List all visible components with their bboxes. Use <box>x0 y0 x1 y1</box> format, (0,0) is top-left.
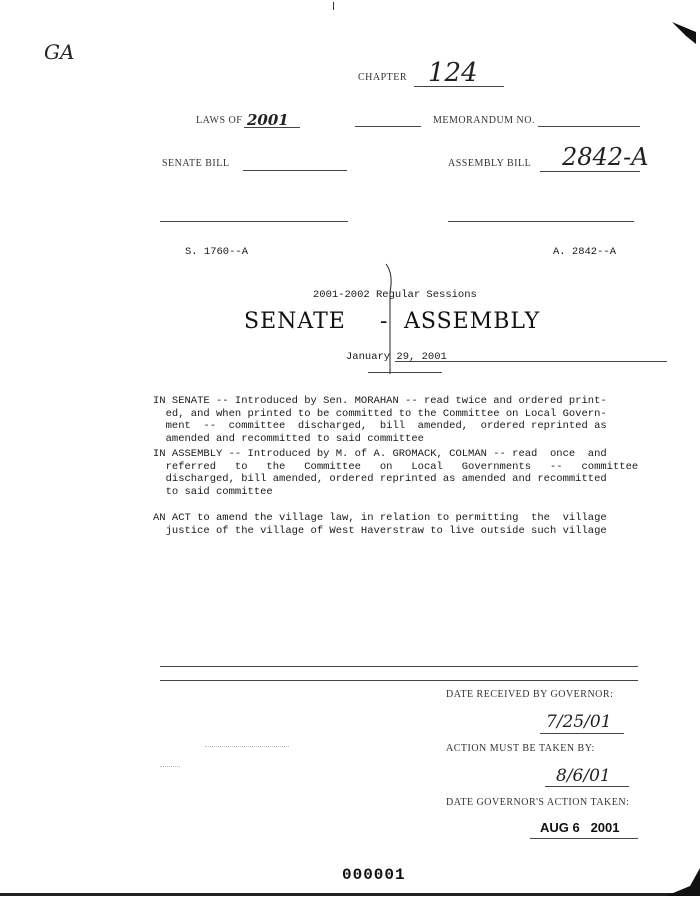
act-text-line: AN ACT to amend the village law, in relation to permitting the village <box>153 512 607 524</box>
scan-edge-bottom <box>0 893 700 896</box>
assembly-intro-line: to said committee <box>153 485 273 498</box>
assembly-bill-line <box>540 171 640 172</box>
taken-line <box>530 838 638 839</box>
title-senate: SENATE <box>244 309 346 334</box>
senate-intro-line: amended and recommitted to said committee <box>153 432 424 445</box>
laws-year: 2001 <box>247 111 289 129</box>
received-line <box>540 733 624 734</box>
assembly-intro <box>153 448 638 498</box>
action-value: 8/6/01 <box>556 766 611 786</box>
act-text <box>153 512 607 537</box>
divider-1 <box>160 666 638 667</box>
memorandum-line <box>538 126 640 127</box>
title-assembly: ASSEMBLY <box>404 309 541 334</box>
laws-label: LAWS OF <box>196 115 243 126</box>
date-line: January 29, 2001 <box>346 351 447 363</box>
session-line: 2001-2002 Regular Sessions <box>313 289 477 301</box>
action-label: ACTION MUST BE TAKEN BY: <box>446 743 595 754</box>
taken-label: DATE GOVERNOR'S ACTION TAKEN: <box>446 797 630 808</box>
scan-noise <box>160 766 180 767</box>
blank-line-1 <box>355 126 421 127</box>
chapter-line <box>414 86 504 87</box>
assembly-bill-number: A. 2842--A <box>553 246 617 258</box>
chapter-label: CHAPTER <box>358 72 408 83</box>
corner-mark-bottom <box>666 868 700 896</box>
senate-bill-line <box>243 170 347 171</box>
assembly-bill-value: 2842-A <box>562 143 649 171</box>
assembly-intro-line: referred to the Committee on Local Governments -- committee <box>153 460 639 473</box>
divider-2 <box>160 680 638 681</box>
page-number: 000001 <box>342 866 406 884</box>
blank-line-right <box>448 221 634 222</box>
memorandum-label: MEMORANDUM NO. <box>433 115 536 126</box>
act-text-line: justice of the village of West Haverstraw to live outside such village <box>153 524 607 537</box>
chapter-value: 124 <box>428 58 478 88</box>
taken-value-stamp: AUG 6 2001 <box>540 820 620 835</box>
date-rule <box>395 361 667 362</box>
laws-line <box>244 127 300 128</box>
assembly-bill-label: ASSEMBLY BILL <box>448 158 532 169</box>
senate-intro-line: ment -- committee discharged, bill amended, ordered reprinted as <box>153 420 607 432</box>
senate-intro <box>153 395 607 445</box>
assembly-intro-line: IN ASSEMBLY -- Introduced by M. of A. GROMACK, COLMAN -- read once and <box>153 448 607 460</box>
assembly-intro-line: discharged, bill amended, ordered reprinted as amended and recommitted <box>153 473 607 485</box>
title-dash: - <box>380 309 389 334</box>
date-underline <box>368 372 442 373</box>
corner-mark-top <box>672 14 696 44</box>
senate-bill-number: S. 1760--A <box>185 246 249 258</box>
action-line <box>545 786 629 787</box>
received-label: DATE RECEIVED BY GOVERNOR: <box>446 689 614 700</box>
scan-noise <box>205 746 289 747</box>
received-value: 7/25/01 <box>546 712 612 732</box>
blank-line-left <box>160 221 348 222</box>
senate-intro-line: ed, and when printed to be committed to the Committee on Local Govern- <box>153 407 607 420</box>
scan-tick <box>333 2 334 10</box>
senate-intro-line: IN SENATE -- Introduced by Sen. MORAHAN -- read twice and ordered print- <box>153 395 607 407</box>
senate-bill-label: SENATE BILL <box>162 158 230 169</box>
margin-note: GA <box>44 40 75 64</box>
